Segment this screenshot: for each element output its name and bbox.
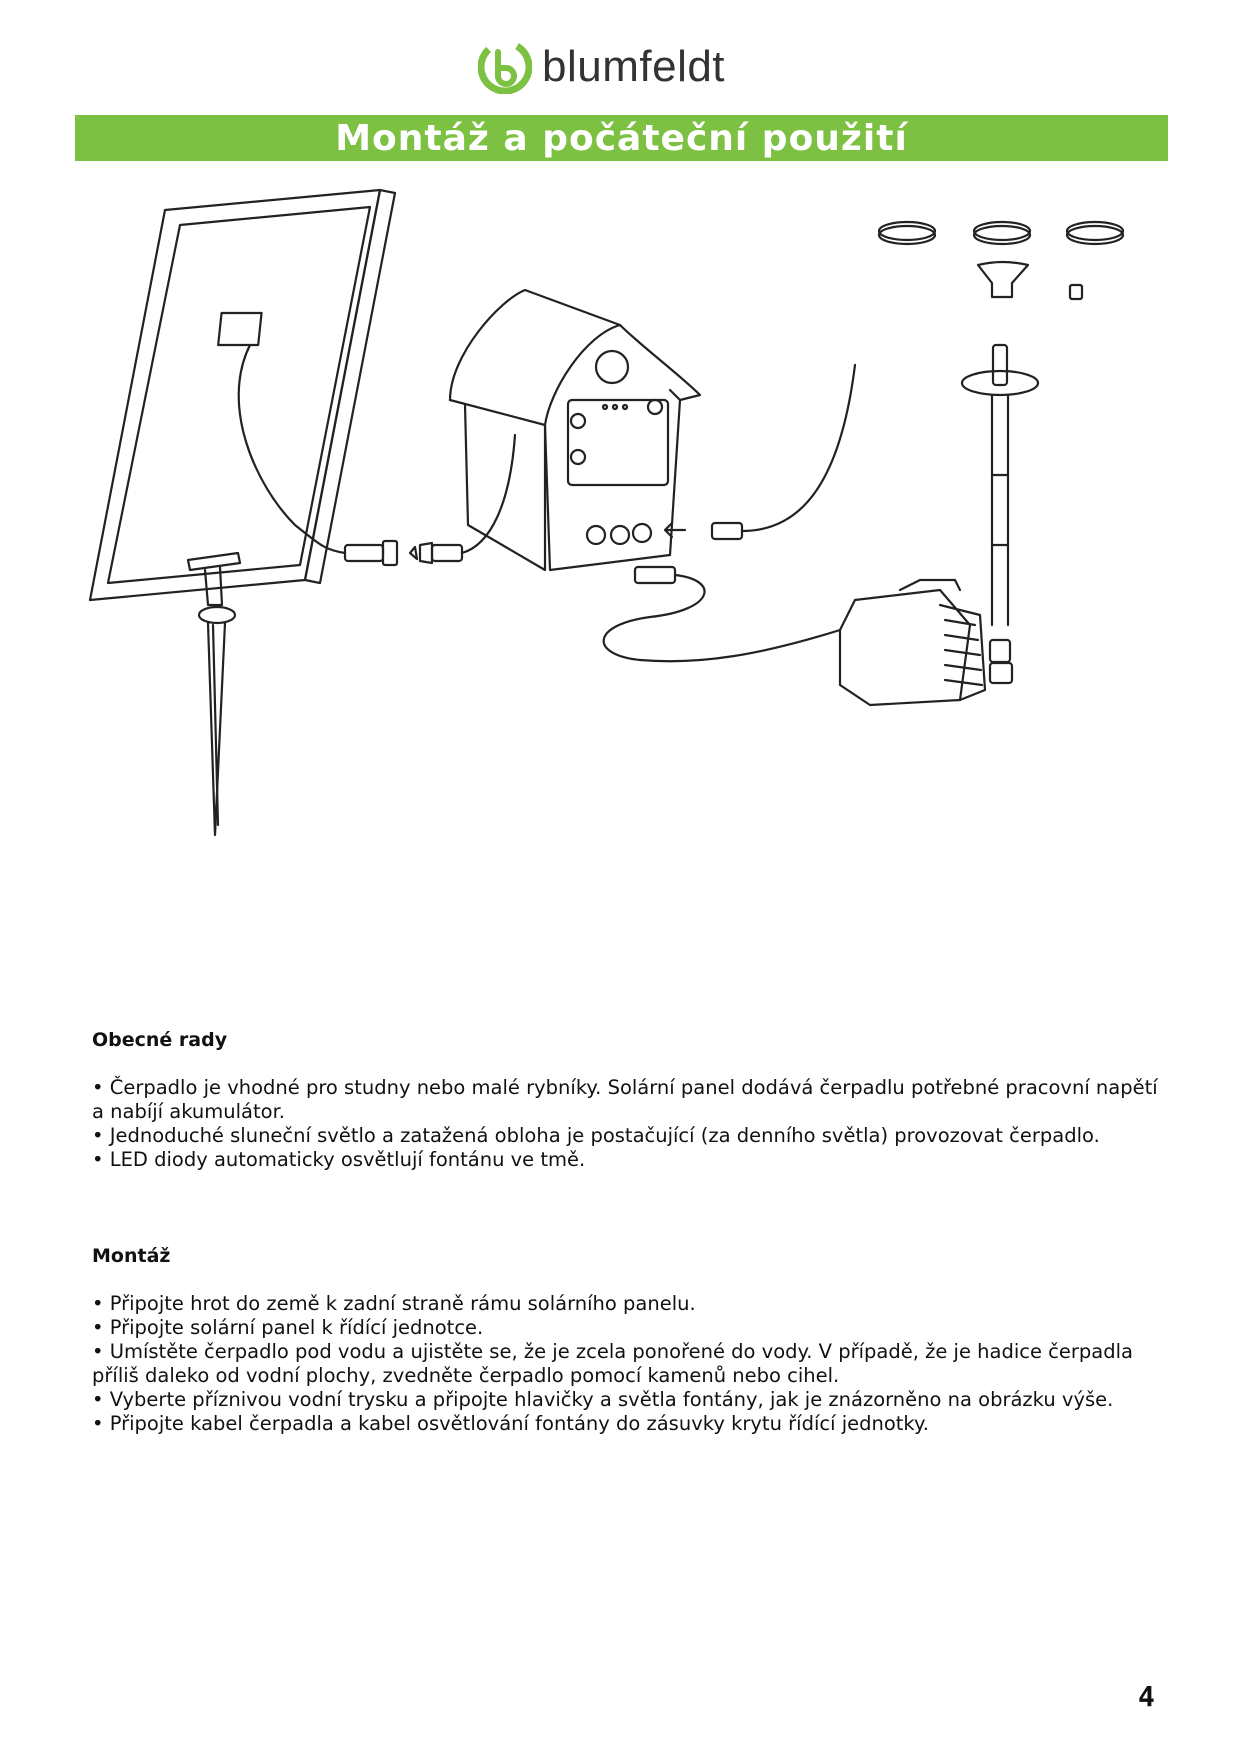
list-item: • Připojte hrot do země k zadní straně rámu solárního panelu. [92,1292,1172,1316]
title-bar [75,115,1168,161]
list-item: • Jednoduché sluneční světlo a zatažená obloha je postačující (za denního světla) provozovat čerpadlo. [92,1124,1172,1148]
ground-spike-illustration [188,553,240,835]
list-item: • Umístěte čerpadlo pod vodu a ujistěte se, že je zcela ponořené do vody. V případě, že je hadice čerpadla příliš daleko od vodní plochy, zvedněte čerpadlo pomocí kamenů nebo cihel. [92,1340,1172,1388]
general-advice-heading: Obecné rady [92,1029,228,1051]
fountain-light-cable [712,365,855,539]
brand-name: blumfeldt [542,42,726,91]
assembly-section [92,1244,1172,1436]
page-number: 4 [1138,1680,1155,1713]
general-advice-list [92,1076,1172,1172]
page-title: Montáž a počáteční použití [335,117,908,159]
general-advice-section [92,1028,1172,1172]
list-item: • Vyberte příznivou vodní trysku a připojte hlavičky a světla fontány, jak je znázorněno na obrázku výše. [92,1388,1172,1412]
blumfeldt-logo-icon [478,40,532,94]
assembly-diagram [80,185,1160,935]
list-item: • Připojte kabel čerpadla a kabel osvětlování fontány do zásuvky krytu řídící jednotky. [92,1412,1172,1436]
solar-panel-illustration [90,190,395,600]
list-item: • Čerpadlo je vhodné pro studny nebo malé rybníky. Solární panel dodává čerpadlu potřebné pracovní napětí a nabíjí akumulátor. [92,1076,1172,1124]
control-unit-illustration [450,290,700,570]
brand-logo [478,40,725,94]
assembly-heading: Montáž [92,1245,171,1267]
list-item: • Připojte solární panel k řídící jednotce. [92,1316,1172,1340]
panel-cable-connector [345,435,515,565]
fountain-nozzles-illustration [879,222,1123,299]
pump-illustration [840,580,1012,705]
pump-cable [604,567,840,661]
list-item: • LED diody automaticky osvětlují fontánu ve tmě. [92,1148,1172,1172]
assembly-list [92,1292,1172,1436]
